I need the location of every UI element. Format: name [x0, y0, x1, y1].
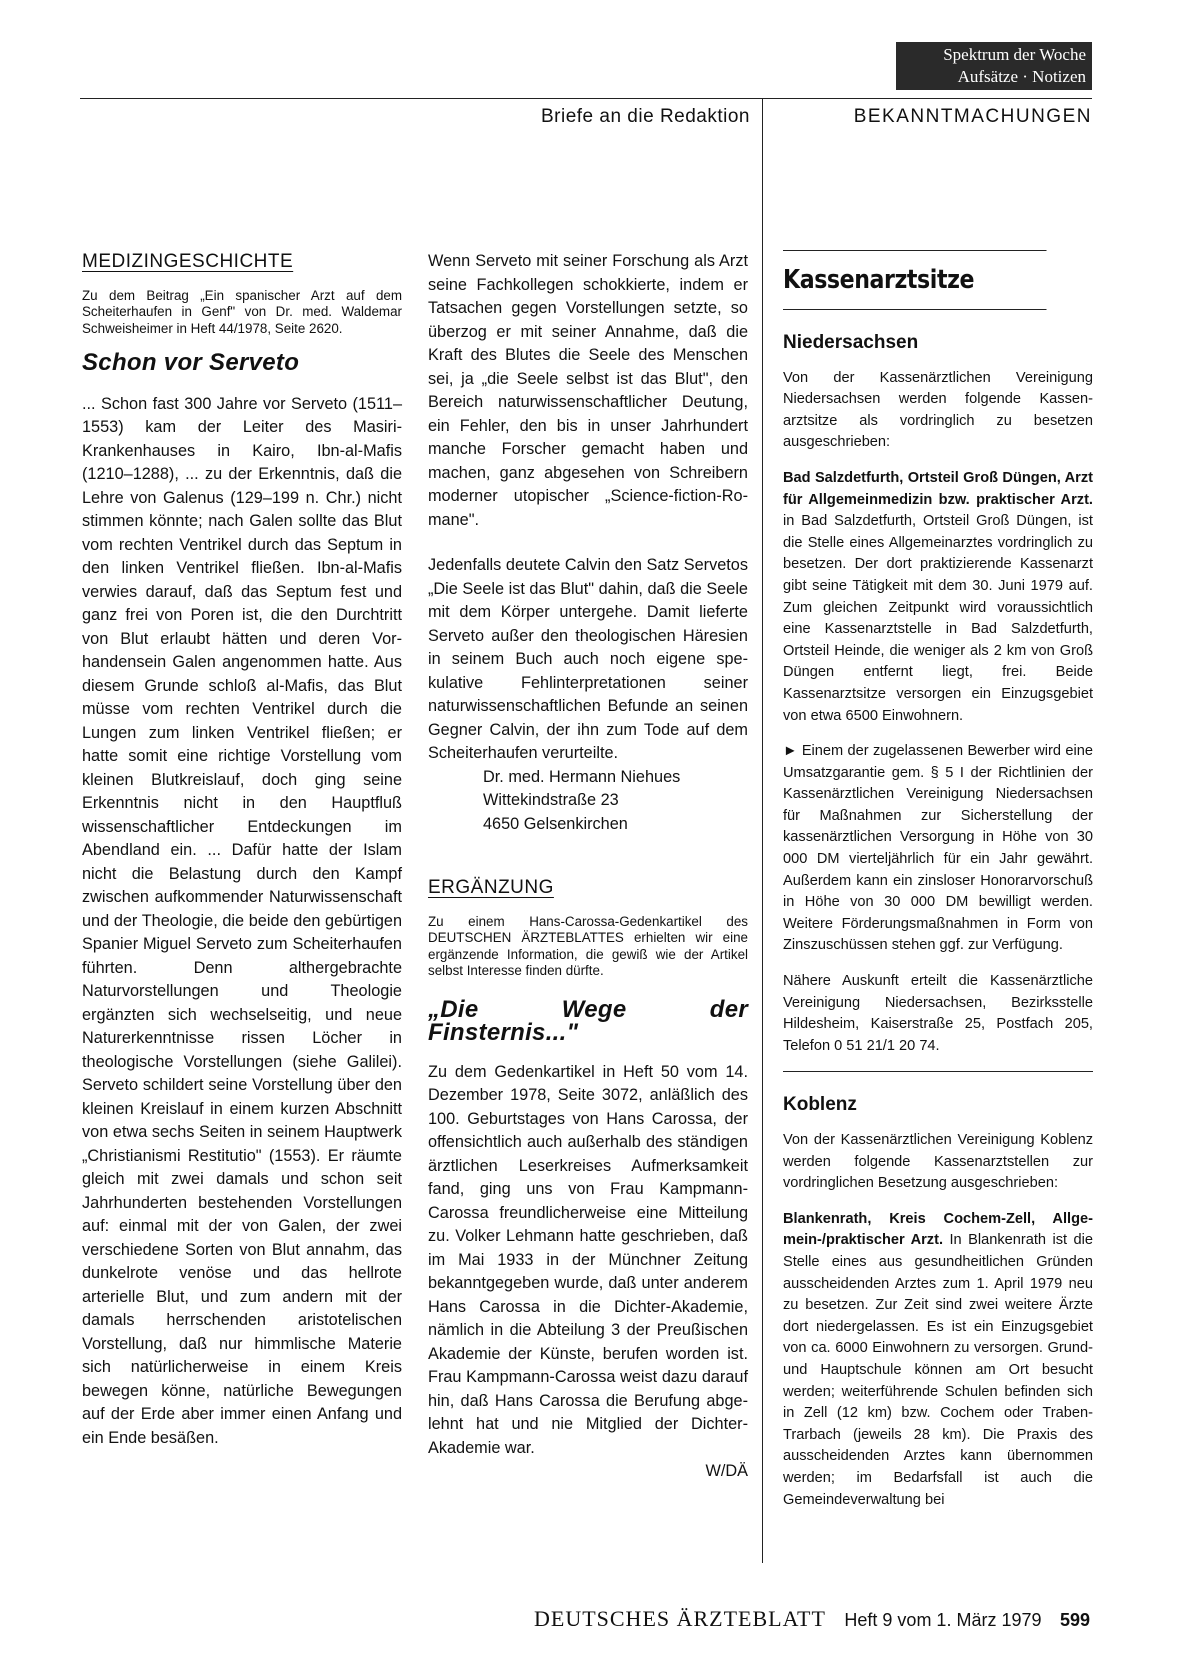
article-headline: „Die Wege der Finsternis...": [428, 995, 748, 1046]
page-number: 599: [1059, 1610, 1090, 1630]
article-intro: Zu einem Hans-Carossa-Gedenkartikel des DEUTSCHEN ÄRZTEBLATTES erhielten wir eine ergänzende Information, die gewiß wie der Artikel selbst Interesse finden dürfte.: [428, 913, 748, 978]
region-heading: Niedersachsen: [783, 332, 919, 353]
column-divider: [762, 98, 763, 1563]
rubric-medizingeschichte: MEDIZINGESCHICHTE: [82, 251, 294, 272]
notice-entry-title: Bad Salzdetfurth, Ortsteil Groß Düngen, Arzt für Allgemeinmedizin bzw. praktischer Arzt.: [783, 469, 1093, 508]
region-intro: Von der Kassenärztlichen Vereinigung Koblenz werden folgende Kassenarztstellen zur vordringlichen Besetzung ausgeschrieben:: [783, 1132, 1093, 1192]
notice-guarantee: ► Einem der zugelassenen Bewerber wird eine Umsatzgarantie gem. § 5 I der Richtlinien der Kassenärztlichen Vereinigung Niedersachsen für Maßnahmen zur Sicherstellung der kassenärztlichen Versorgung in Höhe von 30 000 DM vierteljährlich für ein Jahr gewährt. Außerdem kann ein zinsloser Honorarvorschuß in Höhe von 30 000 DM bewilligt werden. Weitere Förderungsmaßnahmen in Form von Zinszuschüssen stehen ggf. zur Verfügung.: [783, 743, 1093, 954]
notice-entry-title: Blankenrath, Kreis Cochem-Zell, Allgemein-/praktischer Arzt.: [783, 1210, 1093, 1249]
region-intro: Von der Kassenärztlichen Vereinigung Niedersachsen werden folgende Kassenarztsitze als vordringlich zu besetzen ausgeschrieben:: [783, 369, 1093, 451]
rubric-ergaenzung: ERGÄNZUNG: [428, 877, 554, 898]
notice-contact: Nähere Auskunft erteilt die Kassenärztliche Vereinigung Niedersachsen, Bezirksstelle Hildesheim, Kaiserstraße 25, Postfach 205, Telefon 0 51 21/1 20 74.: [783, 973, 1093, 1054]
notice-entry-text: In Blankenrath ist die Stelle eines aus gesundheitlichen Gründen ausscheidenden Arztes zum 1. April 1979 neu zu besetzen. Zur Zeit sind zwei weitere Ärzte dort niedergelassen. Es ist ein Einzugsgebiet von ca. 6000 Einwohnern zu versorgen. Grund- und Hauptschule können am Ort besucht werden; weiterführende Schulen befinden sich in Zell (12 km) bzw. Cochem oder Traben-Trarbach (jeweils 28 km). Die Praxis des ausscheidenden Arztes kann übernommen werden; im Bedarfsfall ist auch die Gemeindeverwaltung bei: [783, 1232, 1093, 1508]
section-badge: [896, 42, 1092, 90]
notice-entry-text: in Bad Salzdetfurth, Ortsteil Groß Düngen, ist die Stelle eines Allgemeinarztes vordringlich zu besetzen. Der dort praktizierende Kassenarzt gibt seine Tätigkeit mit dem 30. Juni 1979 auf. Zum gleichen Zeitpunkt wird voraussichtlich eine Kassenarztstelle in Bad Salzdetfurth, Ortsteil Heinde, die weniger als 2 km von Groß Düngen entfernt liegt, frei. Beide Kassenarztsitze versorgen ein Einzugsgebiet von etwa 6500 Einwohnern.: [783, 513, 1093, 724]
article-headline: Schon vor Serveto: [82, 349, 300, 376]
article-intro: Zu dem Beitrag „Ein spanischer Arzt auf dem Scheiterhaufen in Genf" von Dr. med. Waldemar Schweisheimer in Heft 44/1978, Seite 2620.: [82, 287, 402, 336]
article-paragraph: Wenn Serveto mit seiner Forschung als Arzt seine Fachkollegen schokkierte, indem er Tatsachen gegen Vorstellungen setzte, so überzog er mit seiner Annahme, daß die Kraft des Blutes die Seele des Menschen sei, ja „die Seele selbst ist das Blut", den Bereich naturwissenschaftlicher Deutung, ein Fehler, den bis in unser Jahrhundert manche Forscher gemacht haben und machen, ganz abgesehen von Schreibern moderner utopischer „Science-fiction-Romane".: [428, 252, 748, 529]
author-initials: W/DÄ: [705, 1462, 748, 1480]
signature-city: 4650 Gelsenkirchen: [483, 814, 628, 833]
article-paragraph: Jedenfalls deutete Calvin den Satz Servetos „Die Seele ist das Blut" dahin, daß die Seele mit dem Körper untergehe. Damit lieferte Serveto außer den theologischen Häresien in seinem Buch auch noch eigene spekulative Fehlinterpretationen seiner naturwissenschaftlichen Befunde an seinen Gegner Calvin, der ihn zum Tode auf dem Scheiterhaufen verurteilte.: [428, 556, 748, 762]
article-serveto-column: [82, 250, 402, 1450]
article-body: Zu dem Gedenkartikel in Heft 50 vom 14. Dezember 1978, Seite 3072, anläßlich des 100. Geburtstages von Hans Carossa, der offensichtlich auch außerhalb des ständigen ärztlichen Leserkreises Aufmerksamkeit fand, ging uns von Frau Kampmann-Carossa freundlicherweise eine Mitteilung zu. Volker Lehmann hatte geschrieben, daß im Mai 1933 in der Münchner Zeitung bekanntgegeben wurde, daß unter anderem Hans Carossa in die Dichter-Akademie, nämlich in die Abteilung 3 der Preußischen Akademie der Künste, berufen worden ist. Frau Kampmann-Carossa weist dazu darauf hin, daß Hans Carossa die Berufung abgelehnt hat und nie Mitglied der Dichter-Akademie war.: [428, 1062, 748, 1457]
page-footer: [350, 1606, 1090, 1632]
badge-line-1: Spektrum der Woche: [943, 45, 1086, 64]
region-heading: Koblenz: [783, 1094, 857, 1116]
notice-entry: [783, 1209, 1093, 1511]
signature-street: Wittekindstraße 23: [483, 791, 619, 809]
notices-column: [783, 250, 1093, 1525]
signature-name: Dr. med. Hermann Niehues: [483, 767, 681, 786]
notices-title: Kassenarztsitze: [783, 250, 1047, 310]
journal-name: DEUTSCHES ÄRZTEBLATT: [534, 1606, 826, 1631]
notice-entry: [783, 468, 1093, 727]
section-divider: [783, 1071, 1093, 1094]
top-rule: [80, 98, 1092, 99]
section-header-notices: BEKANNTMACHUNGEN: [853, 106, 1092, 127]
article-continuation-column: [428, 250, 748, 1484]
badge-line-2: Aufsätze · Notizen: [957, 67, 1086, 86]
section-header-letters: Briefe an die Redaktion: [540, 106, 750, 127]
article-body: ... Schon fast 300 Jahre vor Serveto (1511–1553) kam der Leiter des Masiri-Krankenhauses in Kairo, Ibn-al-Mafis (1210–1288), ... zu der Erkenntnis, daß die Lehre von Galenus (129–199 n. Chr.) nicht stimmen könnte; nach Galen sollte das Blut vom rechten Ventrikel durch das Septum in den linken Ventrikel fließen. Ibn-al-Mafis verwies darauf, daß das Septum fest und ganz frei von Poren ist, die den Durchtritt von Blut erlaubt hätten und deren Vorhandensein Galen angenommen hatte. Aus diesem Grunde schloß al-Mafis, das Blut müsse vom rechten Ventrikel durch die Lungen zum linken Ventrikel fließen; er hatte somit eine richtige Vorstellung vom kleinen Blutkreislauf, doch ging seine Erkenntnis nicht in den Hauptfluß wissenschaftlicher Entdeckungen im Abendland ein. ... Dafür hatte der Islam nicht die Belastung durch den Kampf zwischen aufkommender Naturwissenschaft und der Theologie, die beide den gebürtigen Spanier Miguel Serveto zum Scheiterhaufen führten. Denn althergebrachte Naturvorstellungen und Theologie ergänzten sich wechselseitig, und neue Naturerkenntnisse rissen Löcher in theologische Vorstellungen (siehe Galilei). Serveto schildert seine Vorstellung über den kleinen Kreislauf in einem kurzen Abschnitt von etwa sechs Seiten in seinem Hauptwerk „Christianismi Restitutio" (1553). Er räumte gleich mit zwei damals und schon seit Jahrhunderten bestehenden Vorstellungen auf: einmal mit der von Galen, der zwei verschiedene Sorten von Blut annahm, das dunkelrote venöse und das hellrote arterielle Blut, und zum andern mit der damals herrschenden aristotelischen Vorstellung, daß nur himmlische Materie sich natürlicherweise in einem Kreis bewegen könne, natürliche Bewegungen auf der Erde aber immer einen Anfang und ein Ende besäßen.: [82, 394, 402, 1447]
issue-info: Heft 9 vom 1. März 1979: [844, 1610, 1042, 1630]
